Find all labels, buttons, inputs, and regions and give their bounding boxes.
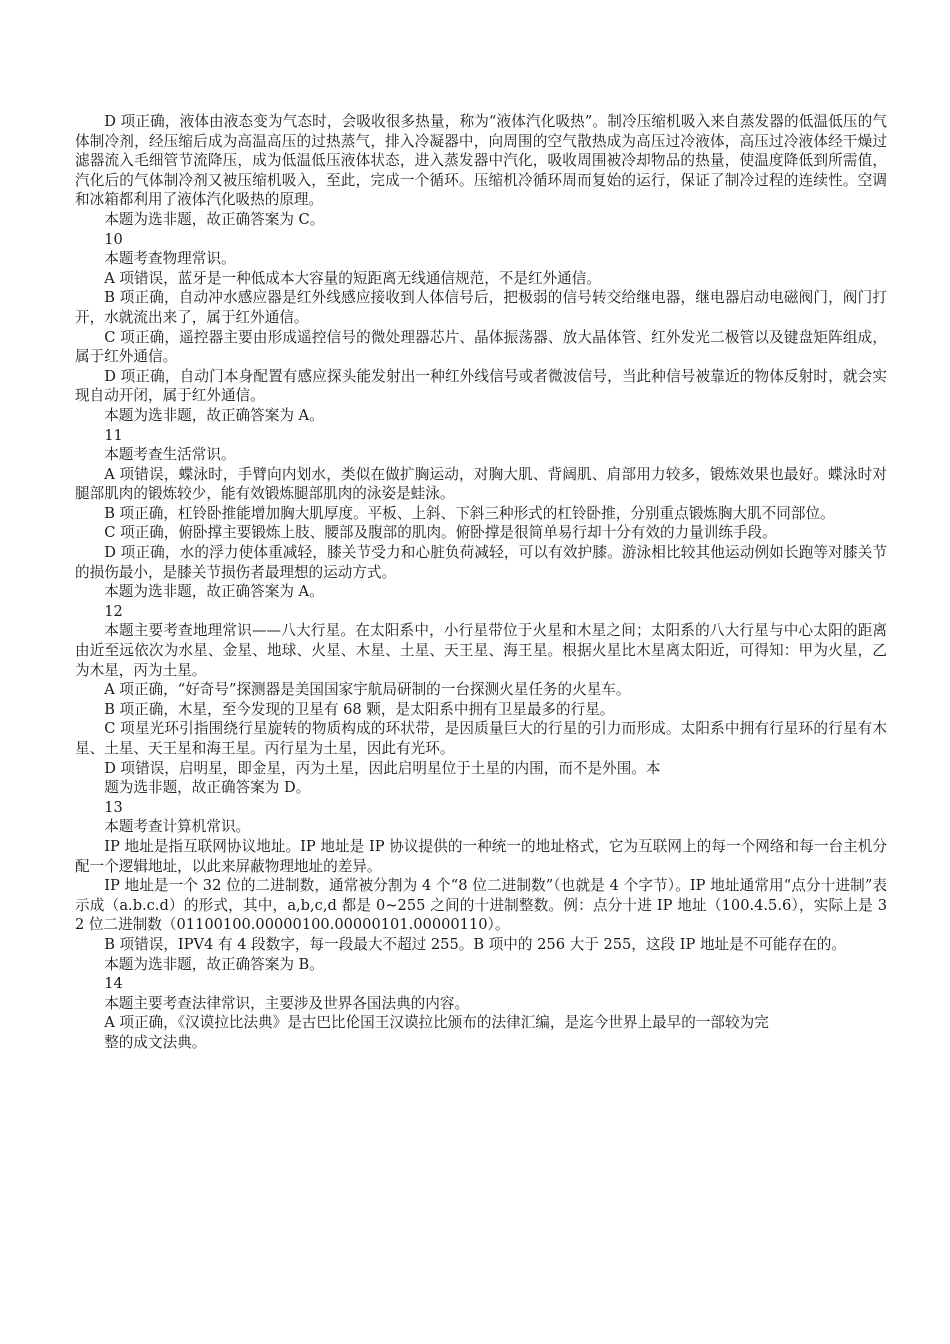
option-a-12: A 项正确，“好奇号”探测器是美国国家宇航局研制的一台探测火星任务的火星车。 (104, 681, 631, 699)
option-d-12: D 项错误，启明星，即金星，丙为土星，因此启明星位于土星的内围，而不是外围。本 (104, 759, 661, 777)
answer-13: 本题为选非题，故正确答案为 B。 (104, 955, 324, 973)
option-b-13: B 项错误，IPV4 有 4 段数字，每一段最大不超过 255。B 项中的 256 大于 255，这段 IP 地址是不可能存在的。 (104, 935, 846, 953)
paragraph-d-refrigeration: D 项正确，液体由液态变为气态时，会吸收很多热量，称为“液体汽化吸热”。制冷压缩机吸入来自蒸发器的低温低压的气体制冷剂，经压缩后成为高温高压的过热蒸气，排入冷凝器中，向周围的空气散热成为高压过冷液体，高压过冷液体经干燥过滤器流入毛细管节流降压，成为低温低压液体状态，进入蒸发器中汽化，吸收周围被冷却物品的热量，使温度降低到所需值，汽化后的气体制冷剂又被压缩机吸入，至此，完成一个循环。压缩机冷循环周而复始的运行，保证了制冷过程的连续性。空调和冰箱都利用了液体汽化吸热的原理。 (75, 113, 887, 209)
option-d-10: D 项正确，自动门本身配置有感应探头能发射出一种红外线信号或者微波信号，当此种信号被靠近的物体反射时，就会实现自动开闭，属于红外通信。 (75, 367, 887, 405)
answer-9: 本题为选非题，故正确答案为 C。 (104, 210, 325, 228)
option-a-11: A 项错误，蝶泳时，手臂向内划水，类似在做扩胸运动，对胸大肌、背阔肌、肩部用力较多，锻炼效果也最好。蝶泳时对腿部肌肉的锻炼较少，能有效锻炼腿部肌肉的泳姿是蛙泳。 (75, 465, 887, 503)
question-number-14: 14 (104, 975, 123, 993)
answer-10: 本题为选非题，故正确答案为 A。 (104, 406, 324, 424)
topic-10: 本题考查物理常识。 (104, 250, 236, 268)
ip-format-13: IP 地址是一个 32 位的二进制数，通常被分割为 4 个“8 位二进制数”（也就是 4 个字节）。IP 地址通常用“点分十进制”表示成（a.b.c.d）的形式，其中，a,b,c,d 都是 0~255 之间的十进制整数。例：点分十进 IP 地址（100.4.5.6），实际上是 32 位二进制数（01100100.00000100.00000101.00000110）。 (75, 877, 887, 934)
answer-11: 本题为选非题，故正确答案为 A。 (104, 583, 324, 601)
document-page (75, 112, 887, 1053)
option-c-10: C 项正确，遥控器主要由形成遥控信号的微处理器芯片、晶体振荡器、放大晶体管、红外发光二极管以及键盘矩阵组成，属于红外通信。 (75, 328, 887, 366)
option-c-12: C 项星光环引指围绕行星旋转的物质构成的环状带，是因质量巨大的行星的引力而形成。太阳系中拥有行星环的行星有木星、土星、天王星和海王星。丙行星为土星，因此有光环。 (75, 720, 887, 757)
question-number-13: 13 (104, 798, 123, 816)
topic-13: 本题考查计算机常识。 (104, 818, 251, 836)
option-b-12: B 项正确，木星，至今发现的卫星有 68 颗，是太阳系中拥有卫星最多的行星。 (104, 700, 615, 718)
option-d-11: D 项正确，水的浮力使体重减轻，膝关节受力和心脏负荷减轻，可以有效护膝。游泳相比较其他运动例如长跑等对膝关节的损伤最小，是膝关节损伤者最理想的运动方式。 (75, 544, 887, 581)
topic-14: 本题主要考查法律常识，主要涉及世界各国法典的内容。 (104, 994, 470, 1012)
option-a-14-continued: 整的成文法典。 (104, 1033, 207, 1051)
option-a-14: A 项正确，《汉谟拉比法典》是古巴比伦国王汉谟拉比颁布的法律汇编，是迄今世界上最早的一部较为完 (104, 1014, 769, 1032)
answer-12: 题为选非题，故正确答案为 D。 (104, 779, 311, 797)
question-number-10: 10 (104, 230, 123, 248)
question-number-12: 12 (104, 602, 123, 620)
question-number-11: 11 (104, 426, 123, 444)
option-b-11: B 项正确，杠铃卧推能增加胸大肌厚度。平板、上斜、下斜三种形式的杠铃卧推，分别重点锻炼胸大肌不同部位。 (104, 504, 835, 522)
option-a-10: A 项错误，蓝牙是一种低成本大容量的短距离无线通信规范，不是红外通信。 (104, 269, 601, 287)
option-b-10: B 项正确，自动冲水感应器是红外线感应接收到人体信号后，把极弱的信号转交给继电器，继电器启动电磁阀门，阀门打开，水就流出来了，属于红外通信。 (75, 289, 887, 326)
ip-definition-13: IP 地址是指互联网协议地址。IP 地址是 IP 协议提供的一种统一的地址格式，它为互联网上的每一个网络和每一台主机分配一个逻辑地址，以此来屏蔽物理地址的差异。 (75, 837, 887, 875)
topic-11: 本题考查生活常识。 (104, 446, 236, 464)
option-c-11: C 项正确，俯卧撑主要锻炼上肢、腰部及腹部的肌肉。俯卧撑是很简单易行却十分有效的力量训练手段。 (104, 524, 777, 542)
topic-12: 本题主要考查地理常识——八大行星。在太阳系中，小行星带位于火星和木星之间；太阳系的八大行星与中心太阳的距离由近至远依次为水星、金星、地球、火星、木星、土星、天王星、海王星。根据火星比木星离太阳近，可得知：甲为火星，乙为木星，丙为土星。 (75, 622, 887, 679)
